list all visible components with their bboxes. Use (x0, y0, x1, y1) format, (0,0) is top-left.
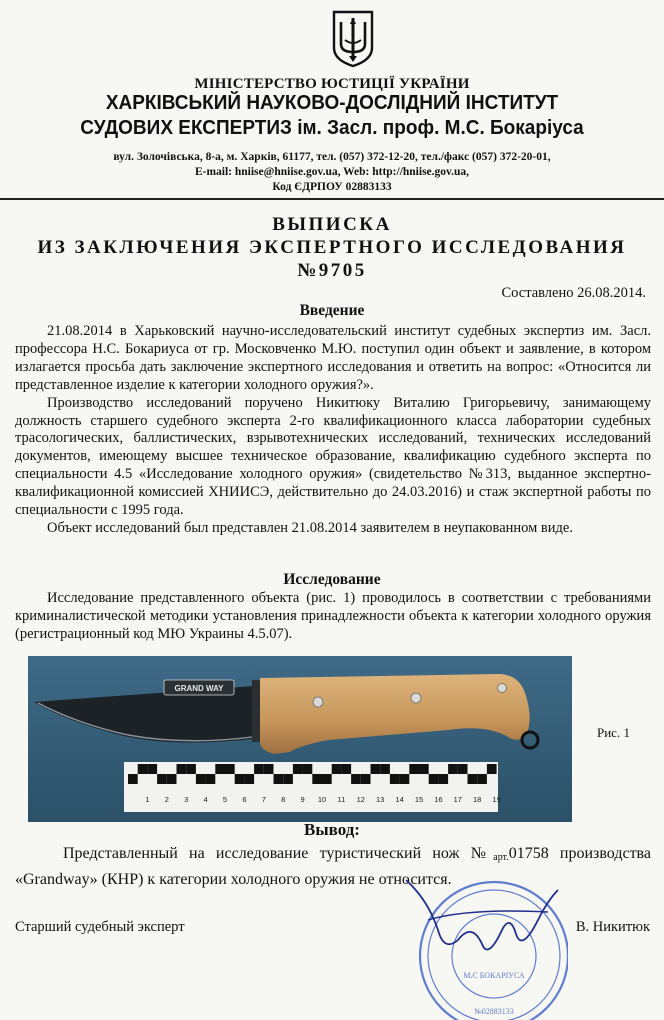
ruler-check (264, 764, 274, 774)
doc-number: №9705 (297, 260, 367, 281)
ruler-check (390, 774, 400, 784)
figure-caption: Рис. 1 (597, 725, 630, 740)
ruler-check (487, 764, 497, 774)
ruler-check (274, 774, 284, 784)
ruler-check (206, 774, 216, 784)
conclusion-paragraph: Представленный на исследование туристический нож $№_{арт.}01758$ производства «Grandway» (КНР) к категории холодного оружия не относится. (15, 845, 652, 888)
measuring-ruler (124, 762, 501, 812)
ruler-check (235, 774, 245, 784)
svg-text:GRAND WAY: GRAND WAY (174, 684, 224, 693)
ruler-check (371, 764, 381, 774)
compiled-date: Составлено 26.08.2014. (501, 285, 646, 301)
ruler-check (177, 764, 187, 774)
ruler-number: 12 (356, 795, 365, 804)
ruler-number: 3 (184, 795, 189, 804)
ruler-check (303, 764, 313, 774)
ruler-number: 5 (222, 795, 228, 804)
ruler-check (322, 774, 332, 784)
address-line1: вул. Золочівська, 8-а, м. Харків, 61177, тел. (057) 372-12-20, тел./факс (057) 372-20-01, (113, 151, 551, 163)
ruler-number: 15 (414, 795, 424, 804)
ruler-check (380, 764, 390, 774)
ruler-check (157, 774, 167, 784)
ruler-check (293, 764, 303, 774)
ruler-number: 10 (317, 795, 327, 804)
ruler-check (458, 764, 468, 774)
ruler-number: 14 (395, 795, 404, 804)
ruler-check (448, 764, 458, 774)
ruler-check (419, 764, 429, 774)
svg-text:М.С БОКАРІУСА: М.С БОКАРІУСА (463, 971, 525, 980)
ruler-check (429, 774, 439, 784)
ruler-check (477, 774, 487, 784)
ruler-number: 1 (145, 795, 150, 804)
ruler-check (341, 764, 351, 774)
ruler-number: 6 (242, 795, 247, 804)
ruler-check (138, 764, 148, 774)
ruler-check (361, 774, 371, 784)
signer-position: Старший судебный эксперт (15, 919, 185, 935)
intro-paragraph-1: 21.08.2014 в Харьковский научно-исследовательский институт судебных экспертиз им. Засл. профессора Н.С. Бокариуса от гр. Московченко М.Ю. поступил один объект и заявление, в котором излагается просьба дать заключение экспертного исследования и ответить на вопрос: «Относится ли представленное изделие к категории холодного оружия?». (15, 323, 651, 393)
ruler-check (438, 774, 448, 784)
edrpou-code: Код ЄДРПОУ 02883133 (272, 181, 392, 193)
ruler-check (283, 774, 293, 784)
ruler-number: 11 (337, 795, 346, 804)
ruler-check (215, 764, 225, 774)
ruler-check (468, 774, 478, 784)
ruler-check (409, 764, 419, 774)
brand-logo (164, 680, 234, 695)
research-paragraph: Исследование представленного объекта (рис. 1) проводилось в соответствии с требованиями криминалистической методики установления принадлежности объекта к категории холодного оружия (регистрационный код МЮ Украины 4.5.07). (15, 590, 651, 642)
ruler-check (332, 764, 342, 774)
ruler-check (147, 764, 157, 774)
ruler-number: 2 (164, 795, 169, 804)
ruler-number: 18 (473, 795, 482, 804)
ruler-check (254, 764, 264, 774)
header-divider (0, 198, 664, 200)
ruler-number: 8 (281, 795, 286, 804)
intro-section (15, 323, 651, 538)
contacts-line: E-mail: hniise@hniise.gov.ua, Web: http://hniise.gov.ua, (194, 166, 470, 178)
ruler-check (312, 774, 322, 784)
research-heading: Исследование (283, 571, 381, 588)
ruler-check (225, 764, 235, 774)
ruler-number: 7 (261, 795, 266, 804)
doc-title-line1: ВЫПИСКА (272, 214, 392, 235)
knife-photo (28, 656, 572, 822)
ruler-number: 19 (492, 795, 501, 804)
ruler-check (128, 774, 138, 784)
intro-paragraph-2: Производство исследований поручено Никитюку Виталию Григорьевичу, занимающему должность старшего судебного эксперта 2-го квалификационного класса лаборатории судебных трасологических, баллистических, взрывотехнических исследований, технических исследований документов, имеющему высшее техническое образование, квалификацию судебного эксперта по специальности 4.5 «Исследование холодного оружия» (свидетельство №313, выданное экспертно-квалификационной комиссией ХНИИСЭ, действительно до 24.03.2016) и стаж экспертной работы по специальности с 1995 года. (15, 394, 651, 519)
ruler-number: 16 (434, 795, 443, 804)
official-stamp (398, 860, 568, 1020)
research-section (15, 590, 651, 644)
intro-paragraph-3: Объект исследований был представлен 21.08.2014 заявителем в неупакованном виде. (47, 519, 573, 536)
doc-title-line2: ИЗ ЗАКЛЮЧЕНИЯ ЭКСПЕРТНОГО ИССЛЕДОВАНИЯ (37, 237, 627, 258)
ruler-check (196, 774, 206, 784)
ruler-number: 13 (376, 795, 385, 804)
intro-heading: Введение (299, 302, 365, 319)
ruler-number: 9 (300, 795, 305, 804)
coat-of-arms-icon (331, 10, 375, 68)
ministry-name: МІНІСТЕРСТВО ЮСТИЦІЇ УКРАЇНИ (194, 76, 470, 92)
ruler-number: 17 (453, 795, 462, 804)
institute-name-line1: ХАРКІВСЬКИЙ НАУКОВО-ДОСЛІДНИЙ ІНСТИТУТ (105, 92, 559, 115)
ruler-check (186, 764, 196, 774)
signer-name: В. Никитюк (575, 919, 650, 935)
ruler-check (167, 774, 177, 784)
svg-text:№02883133: №02883133 (474, 1007, 514, 1016)
ruler-check (400, 774, 410, 784)
ruler-check (351, 774, 361, 784)
ruler-number: 4 (203, 795, 208, 804)
ruler-check (244, 774, 254, 784)
institute-name-line2: СУДОВИХ ЕКСПЕРТИЗ ім. Засл. проф. М.С. Бокаріуса (80, 117, 584, 140)
conclusion-heading: Вывод: (304, 820, 360, 839)
